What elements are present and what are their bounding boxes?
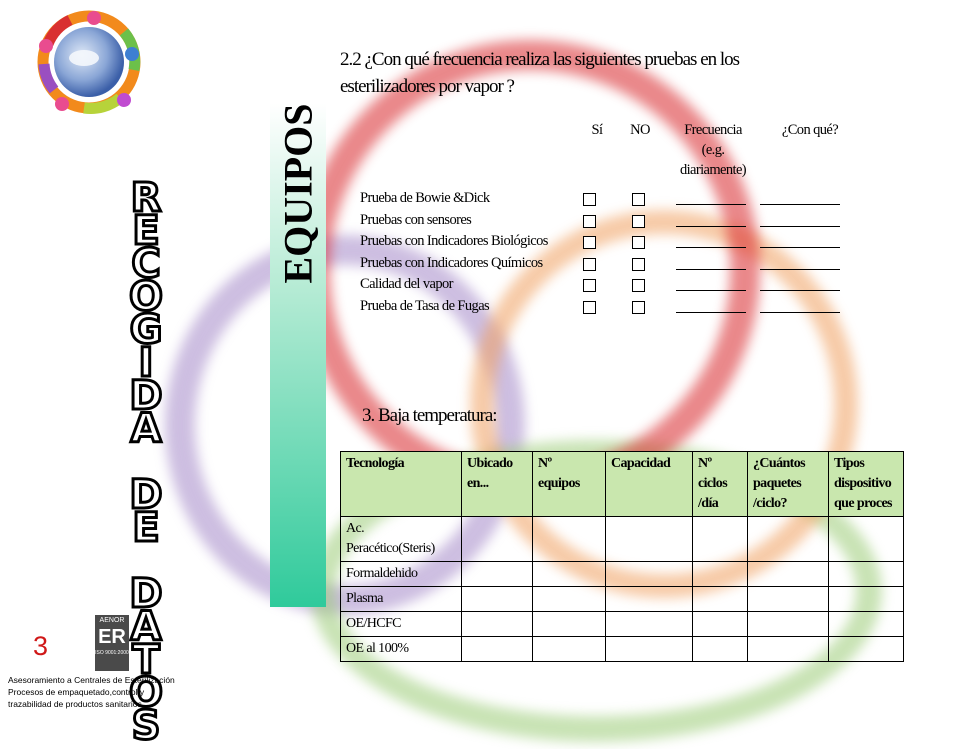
vertical-title-letter: D <box>129 571 163 617</box>
frecuencia-blank[interactable] <box>676 312 746 313</box>
empty-entry-cell[interactable] <box>829 612 904 637</box>
vertical-title-letter: A <box>130 406 162 452</box>
table-row <box>341 562 904 587</box>
technology-line: OE/HCFC <box>346 616 401 631</box>
empty-entry-cell[interactable] <box>462 562 533 587</box>
empty-entry-cell[interactable] <box>606 612 693 637</box>
badge-mark: ER <box>98 626 126 648</box>
table-header-cell <box>462 452 533 517</box>
frecuencia-blank[interactable] <box>676 247 746 248</box>
empty-entry-cell[interactable] <box>693 517 748 562</box>
frecuencia-blank[interactable] <box>676 204 746 205</box>
header-con-que: ¿Con qué? <box>781 122 839 138</box>
vertical-title-letter: I <box>138 340 154 386</box>
header-cell-line: Capacidad <box>611 456 671 471</box>
vertical-title-letter: D <box>129 472 163 518</box>
empty-entry-cell[interactable] <box>693 612 748 637</box>
con-que-blank[interactable] <box>760 290 840 291</box>
empty-entry-cell[interactable] <box>462 517 533 562</box>
con-que-blank[interactable] <box>760 247 840 248</box>
vertical-title-letter: G <box>129 307 163 353</box>
header-cell-line: en... <box>467 476 489 491</box>
page-number: 3 <box>33 631 49 661</box>
table-row <box>341 517 904 562</box>
vertical-title-letter: R <box>130 175 162 221</box>
header-cell-line: que proces <box>834 496 892 511</box>
header-frecuencia-line: diariamente) <box>679 162 747 178</box>
survey-row <box>360 212 471 233</box>
no-checkbox[interactable] <box>632 279 645 292</box>
con-que-blank[interactable] <box>760 204 840 205</box>
header-cell-line: ¿Cuántos <box>753 456 805 471</box>
equipos-label: EQUIPOS <box>275 102 321 284</box>
table-row <box>341 612 904 637</box>
globe-logo-icon <box>24 4 154 124</box>
header-cell-line: ciclos <box>698 476 728 491</box>
vertical-title-letter: O <box>128 274 163 320</box>
header-cell-line: dispositivo <box>834 476 892 491</box>
empty-entry-cell[interactable] <box>533 517 606 562</box>
table-header-cell <box>748 452 829 517</box>
no-checkbox[interactable] <box>632 236 645 249</box>
survey-row-label: Prueba de Bowie &Dick <box>360 190 490 206</box>
header-frecuencia <box>668 120 758 180</box>
empty-entry-cell[interactable] <box>748 517 829 562</box>
vertical-title-letter: A <box>130 604 162 650</box>
footer-line-2: Procesos de empaquetado,control y <box>8 687 145 697</box>
badge-top: AENOR <box>99 617 125 624</box>
empty-entry-cell[interactable] <box>606 637 693 662</box>
no-checkbox[interactable] <box>632 215 645 228</box>
si-checkbox[interactable] <box>583 215 596 228</box>
empty-entry-cell[interactable] <box>606 517 693 562</box>
no-checkbox[interactable] <box>632 193 645 206</box>
vertical-title-letter: E <box>132 505 160 551</box>
header-si: Sí <box>591 122 603 138</box>
survey-row-label: Prueba de Tasa de Fugas <box>360 297 490 314</box>
empty-entry-cell[interactable] <box>829 587 904 612</box>
footer-line-1: Asesoramiento a Centrales de Esterilización <box>8 675 175 685</box>
technology-line: Plasma <box>346 591 383 606</box>
survey-row-label: Calidad del vapor <box>360 276 453 292</box>
empty-entry-cell[interactable] <box>533 587 606 612</box>
empty-entry-cell[interactable] <box>533 637 606 662</box>
vertical-title-letter: S <box>131 703 161 749</box>
header-cell-line: paquetes <box>753 476 802 491</box>
si-checkbox[interactable] <box>583 193 596 206</box>
empty-entry-cell[interactable] <box>748 562 829 587</box>
header-cell-line: Tecnología <box>346 456 405 471</box>
technology-cell <box>341 562 462 587</box>
header-cell-line: Nº <box>698 456 712 471</box>
table-header-cell <box>829 452 904 517</box>
header-cell-line: Tipos <box>834 456 865 471</box>
technology-cell <box>341 612 462 637</box>
con-que-blank[interactable] <box>760 226 840 227</box>
header-no: NO <box>630 122 650 138</box>
table-row <box>341 637 904 662</box>
si-checkbox[interactable] <box>583 279 596 292</box>
technology-line: Formaldehido <box>346 566 418 581</box>
con-que-blank[interactable] <box>760 269 840 270</box>
header-cell-line: /ciclo? <box>753 496 787 511</box>
survey-row <box>360 255 543 276</box>
empty-entry-cell[interactable] <box>829 517 904 562</box>
survey-row <box>360 276 453 297</box>
no-checkbox[interactable] <box>632 258 645 271</box>
footer <box>8 674 175 710</box>
empty-entry-cell[interactable] <box>462 612 533 637</box>
low-temperature-table <box>340 451 904 662</box>
aenor-certification-badge <box>95 615 129 671</box>
technology-line: Ac. <box>346 521 365 536</box>
frecuencia-blank[interactable] <box>676 290 746 291</box>
empty-entry-cell[interactable] <box>829 562 904 587</box>
badge-code: ISO 9001:2000 <box>95 650 129 656</box>
survey-row <box>360 298 489 319</box>
technology-cell <box>341 587 462 612</box>
vertical-title-letter: O <box>128 670 163 716</box>
header-cell-line: Nº <box>538 456 552 471</box>
empty-entry-cell[interactable] <box>693 637 748 662</box>
table-header-row <box>341 452 904 517</box>
header-cell-line: /día <box>698 496 719 511</box>
table-header-cell <box>693 452 748 517</box>
table-header-cell <box>606 452 693 517</box>
empty-entry-cell[interactable] <box>693 562 748 587</box>
empty-entry-cell[interactable] <box>462 637 533 662</box>
survey-row-label: Pruebas con sensores <box>360 211 472 228</box>
no-checkbox[interactable] <box>632 301 645 314</box>
section-3-title: 3. Baja temperatura: <box>362 405 497 426</box>
con-que-blank[interactable] <box>760 312 840 313</box>
empty-entry-cell[interactable] <box>462 587 533 612</box>
vertical-title-letter: T <box>132 637 160 683</box>
si-checkbox[interactable] <box>583 236 596 249</box>
technology-cell <box>341 637 462 662</box>
technology-cell <box>341 517 462 562</box>
header-cell-line: equipos <box>538 476 580 491</box>
empty-entry-cell[interactable] <box>606 587 693 612</box>
technology-line: Peracético(Steris) <box>346 541 435 556</box>
question-line-1: 2.2 ¿Con qué frecuencia realiza las siguientes pruebas en los <box>340 49 740 70</box>
technology-line: OE al 100% <box>346 641 409 656</box>
header-frecuencia-line: (e.g. <box>701 142 725 158</box>
empty-entry-cell[interactable] <box>748 637 829 662</box>
si-checkbox[interactable] <box>583 301 596 314</box>
empty-entry-cell[interactable] <box>829 637 904 662</box>
vertical-title-letter: D <box>129 373 163 419</box>
table-header-cell <box>533 452 606 517</box>
empty-entry-cell[interactable] <box>606 562 693 587</box>
header-frecuencia-line: Frecuencia <box>684 122 742 138</box>
empty-entry-cell[interactable] <box>748 587 829 612</box>
table-header-cell <box>341 452 462 517</box>
survey-row <box>360 233 548 254</box>
empty-entry-cell[interactable] <box>748 612 829 637</box>
empty-entry-cell[interactable] <box>533 562 606 587</box>
survey-row-label: Pruebas con Indicadores Químicos <box>360 254 543 271</box>
frecuencia-blank[interactable] <box>676 269 746 270</box>
table-row <box>341 587 904 612</box>
question-line-2: esterilizadores por vapor ? <box>340 76 514 97</box>
vertical-title-letter: C <box>131 241 161 287</box>
vertical-title-letter: E <box>132 208 160 254</box>
equipos-label-box <box>270 103 326 283</box>
footer-line-3: trazabilidad de productos sanitarios <box>8 699 142 709</box>
empty-entry-cell[interactable] <box>693 587 748 612</box>
frecuencia-blank[interactable] <box>676 226 746 227</box>
question-2-2 <box>340 46 739 100</box>
header-cell-line: Ubicado <box>467 456 513 471</box>
survey-row <box>360 190 490 211</box>
si-checkbox[interactable] <box>583 258 596 271</box>
survey-row-label: Pruebas con Indicadores Biológicos <box>360 233 548 249</box>
empty-entry-cell[interactable] <box>533 612 606 637</box>
